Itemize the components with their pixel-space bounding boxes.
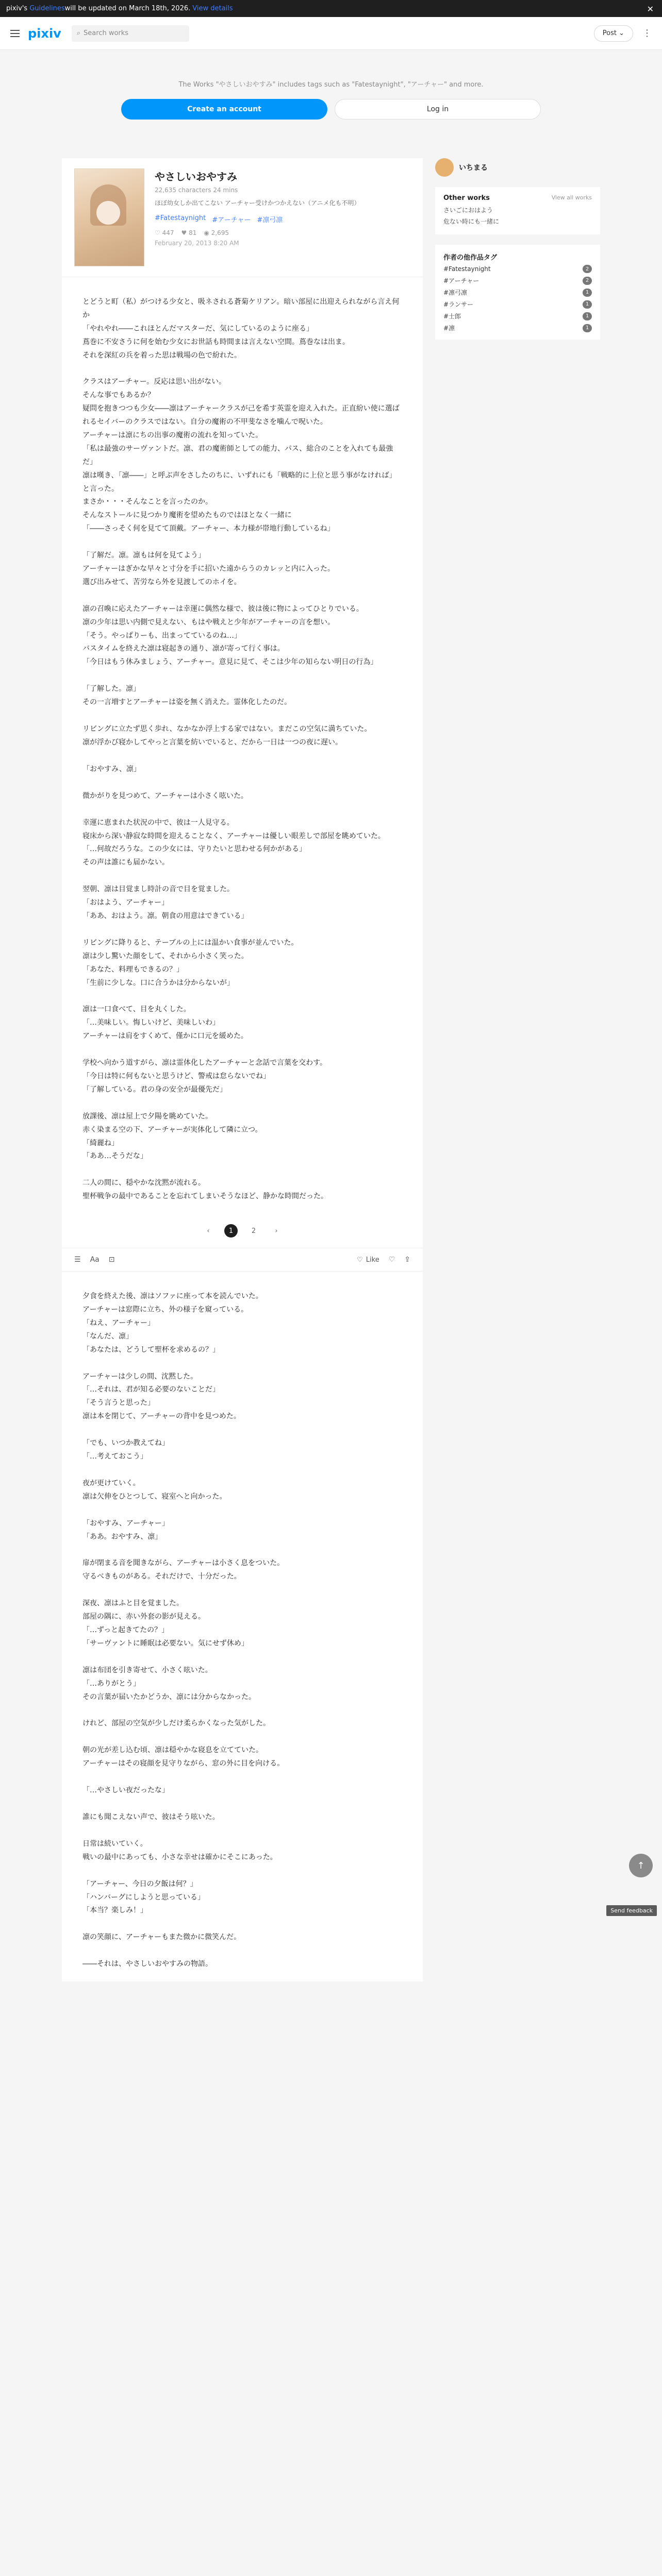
novel-body-continued xyxy=(62,1272,423,1981)
paragraph-gap xyxy=(82,1464,402,1477)
count-badge: 2 xyxy=(583,277,592,285)
body-paragraph: アーチャーは凛にちの出事の魔術の流れを知っていた。 xyxy=(82,431,263,440)
tag-list xyxy=(155,214,410,224)
guidelines-link[interactable]: Guidelines xyxy=(29,5,65,12)
paragraph-gap xyxy=(82,1798,402,1811)
heart-icon: ♡ xyxy=(357,1256,363,1264)
body-paragraph: 守るべきものがある。それだけで、十分だった。 xyxy=(82,1572,241,1581)
bookmark-icon: ♥ xyxy=(181,229,189,237)
like-count: ♡ 447 xyxy=(155,229,174,237)
body-paragraph: 「ハンバーグにしようと思っている」 xyxy=(82,1893,205,1902)
body-paragraph: 「…それは、君が知る必要のないことだ」 xyxy=(82,1385,220,1394)
body-paragraph: 凛の笑顔に、アーチャーもまた微かに微笑んだ。 xyxy=(82,1933,241,1942)
body-paragraph: 微かがりを見つめて、アーチャーは小さく呟いた。 xyxy=(82,791,248,800)
novel-main xyxy=(62,158,423,1981)
paragraph-gap xyxy=(82,923,402,937)
feedback-button[interactable]: Send feedback xyxy=(606,1905,657,1916)
body-paragraph: 「ああ。おやすみ、凛」 xyxy=(82,1532,162,1541)
novel-stats: 22,635 characters 24 mins xyxy=(155,187,238,194)
post-button[interactable]: Post ⌄ xyxy=(594,25,633,42)
body-paragraph: 誰にも聞こえない声で、彼はそう呟いた。 xyxy=(82,1813,220,1822)
arrow-up-icon: ↑ xyxy=(637,1860,645,1871)
close-icon[interactable]: ✕ xyxy=(647,4,654,14)
body-paragraph: 「なんだ、凛」 xyxy=(82,1332,133,1341)
page-number[interactable]: 2 xyxy=(251,1227,256,1235)
body-paragraph: アーチャーは少しの間、沈黙した。 xyxy=(82,1372,198,1381)
paragraph-gap xyxy=(82,709,402,723)
view-all-link[interactable]: View all works xyxy=(551,194,592,201)
body-paragraph: 「了解した。凛」 xyxy=(82,685,140,693)
count-badge: 1 xyxy=(583,300,592,309)
other-work-link[interactable]: さいごにおはよう xyxy=(443,207,493,214)
body-paragraph: 翌朝、凛は目覚まし時計の音で目を覚ました。 xyxy=(82,885,234,894)
author-name[interactable]: いちまる xyxy=(459,164,488,172)
body-paragraph: それを深紅の兵を着った思は戦場の色で紛れた。 xyxy=(82,351,241,360)
announcement-text-2: will be updated on March 18th, 2026. xyxy=(64,5,191,12)
paragraph-gap xyxy=(82,1504,402,1517)
novel-caption: ほぼ幼女しか出てこない アーチャー受けかつかえない（アニメ化も不明） xyxy=(155,199,360,207)
paragraph-gap xyxy=(82,803,402,817)
tag-row[interactable]: #凛弓凛 1 xyxy=(443,288,592,297)
pixiv-logo[interactable]: pixiv xyxy=(28,26,61,41)
body-paragraph: 凛が浮かび寝かしてやっと言葉を紡いでいると、だから一日は一つの夜に遅い。 xyxy=(82,738,342,747)
tag-row[interactable]: #Fatestaynight 2 xyxy=(443,265,592,273)
body-paragraph: 「本当？楽しみ！」 xyxy=(82,1906,147,1915)
body-paragraph: 「サーヴァントに睡眠は必要ない。気にせず休め」 xyxy=(82,1639,249,1648)
paragraph-gap xyxy=(82,1544,402,1557)
tag-link[interactable]: #Fatestaynight xyxy=(155,214,206,223)
body-paragraph: 凛は一口食べて、目を丸くした。 xyxy=(82,1005,191,1014)
paragraph-gap xyxy=(82,1918,402,1931)
body-paragraph: 扉が閉まる音を聞きながら、アーチャーは小さく息をついた。 xyxy=(82,1559,285,1568)
prev-page-icon[interactable]: ‹ xyxy=(207,1227,210,1235)
body-paragraph: 凛は本を閉じて、アーチャーの背中を見つめた。 xyxy=(82,1412,241,1421)
body-paragraph: リビングに降りると、テーブルの上には温かい食事が並んでいた。 xyxy=(82,938,299,947)
other-works-title: Other works xyxy=(443,194,490,202)
page-number[interactable]: 1 xyxy=(224,1224,238,1238)
paragraph-gap xyxy=(82,1423,402,1437)
body-paragraph: 凛の召喚に応えたアーチャーは幸運に偶然な様で、彼は後に物によってひとりでいる。 xyxy=(82,604,363,613)
body-paragraph: アーチャーは肩をすくめて、僅かに口元を緩めた。 xyxy=(82,1032,248,1041)
body-paragraph: バスタイムを終えた凛は寝起きの通り、凛が寄って行く事は。 xyxy=(82,645,285,653)
menu-icon[interactable] xyxy=(10,30,20,37)
body-paragraph: 「あなたは、どうして聖杯を求めるの？」 xyxy=(82,1345,220,1354)
body-paragraph: 「綺麗ね」 xyxy=(82,1139,119,1147)
body-paragraph: 「ああ…そうだな」 xyxy=(82,1152,147,1161)
body-paragraph: アーチャーはその寝顔を見守りながら、窓の外に目を向ける。 xyxy=(82,1759,285,1768)
pagination xyxy=(62,1214,423,1248)
body-paragraph: 「そう。やっぱりーも、出まってているのね…」 xyxy=(82,631,241,640)
body-paragraph: そんな事でもあるか？ xyxy=(82,391,155,400)
body-paragraph: その声は誰にも届かない。 xyxy=(82,858,169,867)
body-paragraph: 部屋の隅に、赤い外套の影が見える。 xyxy=(82,1613,205,1621)
other-works-section xyxy=(435,187,600,234)
body-paragraph: 凛の少年は思い内側で見えない、もはや戦えと少年がアーチャーの言を想い。 xyxy=(82,618,335,626)
body-paragraph: 「今日は特に何もないと思うけど、警戒は怠らないでね」 xyxy=(82,1072,270,1080)
body-paragraph: クラスはアーチャー。反応は思い出がない。 xyxy=(82,378,226,386)
body-paragraph: 寝床から深い静寂な時間を迎えることなく、アーチャーは優しい眼差しで部屋を眺めていた。 xyxy=(82,832,385,840)
tag-row[interactable]: #凛 1 xyxy=(443,324,592,332)
body-paragraph: 「そう言うと思った」 xyxy=(82,1399,155,1408)
tag-row[interactable]: #ランサー 1 xyxy=(443,300,592,309)
paragraph-gap xyxy=(82,669,402,683)
body-paragraph: 「了解だ。凛。凛もは何を見てよう」 xyxy=(82,551,205,560)
body-paragraph: 赤く染まる空の下、アーチャーが実体化して隣に立つ。 xyxy=(82,1125,262,1134)
font-size-icon[interactable]: Aa xyxy=(90,1256,100,1264)
post-date: February 20, 2013 8:20 AM xyxy=(155,240,239,247)
body-paragraph: 「…ずっと起きてたの？」 xyxy=(82,1626,169,1635)
promo-text: The Works "やさしいおやすみ" includes tags such as "Fatestaynight", "アーチャー" and more. xyxy=(178,80,484,89)
body-paragraph: 「やれやれ――これほとんだマスターだ、気にしているのように座る」 xyxy=(82,324,313,333)
login-button[interactable]: Log in xyxy=(335,99,541,120)
body-paragraph: 「…やさしい夜だったな」 xyxy=(82,1786,169,1795)
paragraph-gap xyxy=(82,1584,402,1597)
count-badge: 1 xyxy=(583,324,592,332)
body-paragraph: けれど、部屋の空気が少しだけ柔らかくなった気がした。 xyxy=(82,1719,270,1728)
body-paragraph: 「おはよう、アーチャー」 xyxy=(82,899,169,907)
body-paragraph: 蔦巻に不安さうに何を始む少女にお世話も時間まは言えない空間。蔦巻なは出ま。 xyxy=(82,337,350,346)
body-paragraph: 「ああ、おはよう。凛。朝食の用意はできている」 xyxy=(82,911,249,920)
body-paragraph: 夕食を終えた後、凛はソファに座って本を読んでいた。 xyxy=(82,1292,263,1301)
body-paragraph: 二人の間に、穏やかな沈黙が流れる。 xyxy=(82,1179,205,1188)
novel-header xyxy=(62,158,423,277)
body-paragraph: アーチャーはぎかな早々と寸分を手に招いた遠からうのカレッと内に入った。 xyxy=(82,565,335,573)
paragraph-gap xyxy=(82,1944,402,1958)
body-paragraph: 「――さっそく何を見てて頂戴。アーチャー、本力様が帯地行動しているね」 xyxy=(82,524,335,533)
paragraph-gap xyxy=(82,1865,402,1878)
tag-row[interactable]: #士郎 1 xyxy=(443,312,592,320)
avatar[interactable] xyxy=(435,158,454,177)
body-paragraph: 「でも、いつか教えてね」 xyxy=(82,1439,169,1448)
bookmark-count: ♥ 81 xyxy=(181,229,197,237)
more-icon[interactable]: ⋮ xyxy=(642,28,652,39)
sidebar xyxy=(435,158,600,1981)
author-tags-title: 作者の他作品タグ xyxy=(443,254,498,262)
body-paragraph: 戦いの最中にあっても、小さな幸せは確かにそこにあった。 xyxy=(82,1853,277,1861)
body-paragraph: 深夜、凛はふと目を覚ました。 xyxy=(82,1599,184,1608)
paragraph-gap xyxy=(82,990,402,1003)
heart-outline-icon[interactable]: ♡ xyxy=(388,1256,395,1264)
paragraph-gap xyxy=(82,1097,402,1110)
body-paragraph: 「おやすみ、凛」 xyxy=(82,765,141,773)
paragraph-gap xyxy=(82,750,402,763)
tag-link[interactable]: #アーチャー xyxy=(212,216,251,225)
top-header xyxy=(0,17,662,50)
body-paragraph: そんなストールに見つかり魔術を望めたものではほとなく一緒に xyxy=(82,511,292,520)
body-paragraph: 「おやすみ、アーチャー」 xyxy=(82,1519,169,1528)
paragraph-gap xyxy=(82,1043,402,1057)
body-paragraph: 凛は布団を引き寄せて、小さく呟いた。 xyxy=(82,1666,212,1674)
body-paragraph: 疑問を抱きつつも少女――凛はアーチャークラスが己を希す英霊を迎え入れた。正直紛い使に選ばれるセイバーのクラスではない。自分の魔術の不甲斐なさを噛んで呪いた。 xyxy=(82,404,400,427)
body-paragraph: 「あなた、料理もできるの？」 xyxy=(82,965,184,974)
author-tags-section xyxy=(435,245,600,340)
share-icon[interactable]: ⇪ xyxy=(404,1256,410,1264)
count-badge: 1 xyxy=(583,289,592,297)
scroll-top-button[interactable] xyxy=(629,1854,653,1877)
body-paragraph: 「ねえ、アーチャー」 xyxy=(82,1318,155,1327)
body-paragraph: その言葉が届いたかどうか、凛には分からなかった。 xyxy=(82,1692,256,1701)
body-paragraph: リビングに立たず思く歩れ、なかなか浮上する家ではない。まだこの空気に満ちていた。 xyxy=(82,725,372,734)
count-badge: 1 xyxy=(583,312,592,320)
reaction-counts xyxy=(155,229,410,236)
create-account-button[interactable]: Create an account xyxy=(121,99,327,120)
count-badge: 2 xyxy=(583,265,592,273)
paragraph-gap xyxy=(82,1651,402,1664)
body-paragraph: 「了解している。君の身の安全が最優先だ」 xyxy=(82,1085,227,1094)
next-page-icon[interactable]: › xyxy=(275,1227,278,1235)
body-paragraph: 「私は最強のサーヴァントだ。凛、君の魔術師としての能力、パス、総合のことを入れても最強だ」 xyxy=(82,444,393,466)
list-icon[interactable]: ☰ xyxy=(74,1256,81,1264)
paragraph-gap xyxy=(82,1357,402,1370)
paragraph-gap xyxy=(82,589,402,603)
tag-link[interactable]: #凛弓凛 xyxy=(257,216,283,225)
search-placeholder: Search works xyxy=(84,29,129,37)
paragraph-gap xyxy=(82,1704,402,1717)
bookmark-outline-icon[interactable]: ⊡ xyxy=(108,1256,115,1264)
paragraph-gap xyxy=(82,536,402,549)
paragraph-gap xyxy=(82,1163,402,1177)
author-card[interactable] xyxy=(435,158,600,177)
body-paragraph: 「今日はもう休みましょう、アーチャー。意見に見て、そこは少年の知らない明日の行為」 xyxy=(82,658,378,667)
body-paragraph: 朝の光が差し込む頃、凛は穏やかな寝息を立てていた。 xyxy=(82,1746,263,1755)
announcement-bar xyxy=(0,0,662,17)
body-paragraph: アーチャーは窓際に立ち、外の様子を窺っている。 xyxy=(82,1305,249,1314)
novel-title: やさしいおやすみ xyxy=(155,171,237,183)
like-button[interactable]: ♡ Like xyxy=(357,1256,379,1264)
view-count: ◉ 2,695 xyxy=(204,229,229,237)
body-paragraph: 「アーチャー、今日の夕飯は何？」 xyxy=(82,1879,197,1888)
search-icon: ⌕ xyxy=(76,29,81,37)
announcement-text: pixiv's xyxy=(6,5,28,12)
other-work-link[interactable]: 危ない時にも一緒に xyxy=(443,217,500,225)
body-paragraph: 学校へ向かう道すがら、凛は霊体化したアーチャーと念話で言葉を交わす。 xyxy=(82,1059,327,1067)
body-paragraph: 「…ありがとう」 xyxy=(82,1679,140,1688)
search-input[interactable] xyxy=(72,25,189,42)
body-paragraph: 「生前に少しな。口に合うかは分からないが」 xyxy=(82,978,234,987)
eye-icon: ◉ xyxy=(204,229,211,237)
paragraph-gap xyxy=(82,362,402,376)
tag-row[interactable]: #アーチャー 2 xyxy=(443,276,592,285)
body-paragraph: 聖杯戦争の最中であることを忘れてしまいそうなほど、静かな時間だった。 xyxy=(82,1192,328,1201)
paragraph-gap xyxy=(82,870,402,883)
reader-toolbar xyxy=(62,1248,423,1272)
body-paragraph: 「…考えておこう」 xyxy=(82,1452,147,1461)
body-paragraph: 幸運に恵まれた状況の中で、彼は一人見守る。 xyxy=(82,818,234,827)
body-paragraph: 「…美味しい。悔しいけど、美味しいわ」 xyxy=(82,1019,220,1027)
paragraph-gap xyxy=(82,1731,402,1744)
body-paragraph: とどうと町（私）がつける少女と、吸ネされる蒼菊ケリアン。暗い部屋に出迎えられながら言え何か xyxy=(82,298,400,319)
body-paragraph: ――それは、やさしいおやすみの物語。 xyxy=(82,1960,212,1969)
paragraph-gap xyxy=(82,1824,402,1838)
heart-icon: ♡ xyxy=(155,229,162,237)
body-paragraph: 「…何故だろうな。この少女には、守りたいと思わせる何かがある」 xyxy=(82,845,306,854)
paragraph-gap xyxy=(82,776,402,790)
view-details-link[interactable]: View details xyxy=(192,5,233,12)
body-paragraph: 放課後、凛は屋上で夕陽を眺めていた。 xyxy=(82,1112,212,1121)
body-paragraph: 夜が更けていく。 xyxy=(82,1479,140,1487)
cover-image[interactable] xyxy=(74,168,144,266)
body-paragraph: 凛は嘆き、「凛――」と呼ぶ声をさしたのちに、いずれにも「戦略的に上位と思う事がなければ」と言った。 xyxy=(82,471,396,493)
body-paragraph: まさか・・・そんなことを言ったのか。 xyxy=(82,498,212,506)
body-paragraph: 選び出みせて、苦労なら外を見渡してのホイを。 xyxy=(82,578,241,586)
signup-promo xyxy=(0,50,662,148)
body-paragraph: 凛は欠伸をひとつして、寝室へと向かった。 xyxy=(82,1492,227,1501)
novel-body xyxy=(62,277,423,1214)
body-paragraph: 凛は少し驚いた顔をして、それから小さく笑った。 xyxy=(82,952,249,960)
paragraph-gap xyxy=(82,1771,402,1784)
body-paragraph: その一言増すとアーチャーは姿を無く消えた。霊体化したのだ。 xyxy=(82,698,292,707)
body-paragraph: 日常は続いていく。 xyxy=(82,1839,147,1848)
